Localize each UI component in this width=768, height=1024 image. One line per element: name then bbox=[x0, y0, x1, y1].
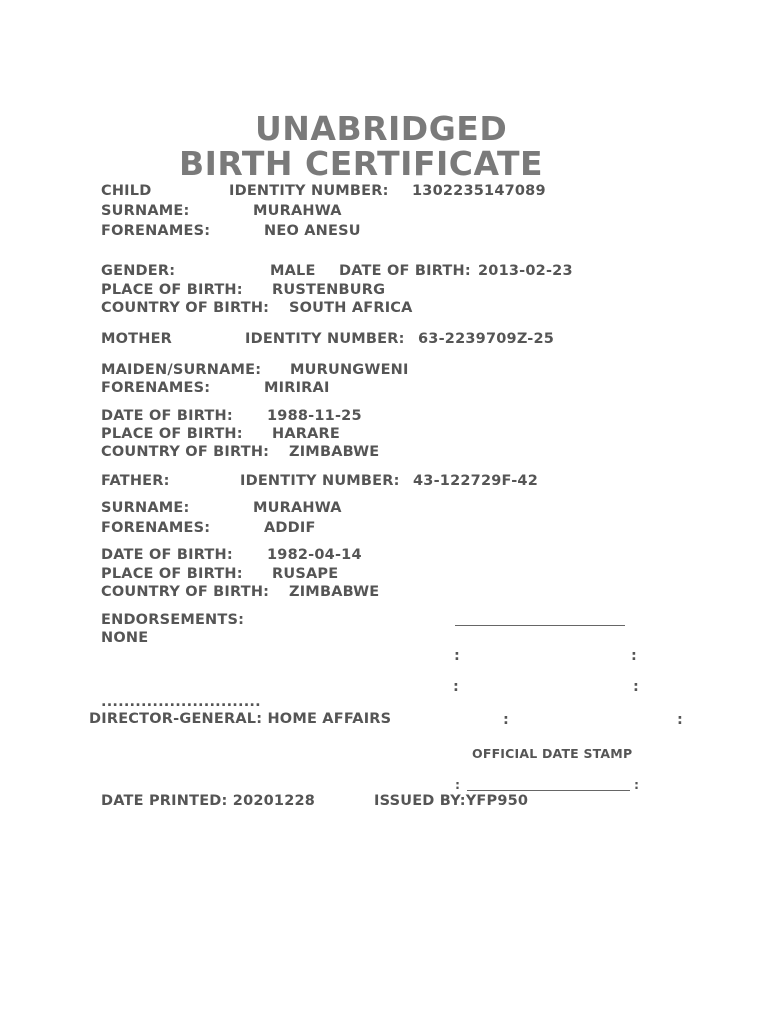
stamp-colon-right-3: : bbox=[677, 712, 683, 728]
father-id-label: IDENTITY NUMBER: bbox=[240, 473, 400, 489]
child-id-value: 1302235147089 bbox=[412, 183, 546, 199]
mother-forenames-label: FORENAMES: bbox=[101, 380, 211, 396]
father-heading: FATHER: bbox=[101, 473, 170, 489]
mother-pob-label: PLACE OF BIRTH: bbox=[101, 426, 243, 442]
father-forenames-label: FORENAMES: bbox=[101, 520, 211, 536]
stamp-colon-right-2: : bbox=[633, 679, 639, 695]
father-pob-value: RUSAPE bbox=[272, 566, 339, 582]
child-forenames-label: FORENAMES: bbox=[101, 223, 211, 239]
date-printed: DATE PRINTED: 20201228 bbox=[101, 793, 316, 809]
child-dob-label: DATE OF BIRTH: bbox=[339, 263, 471, 279]
mother-cob-label: COUNTRY OF BIRTH: bbox=[101, 444, 270, 460]
father-dob-value: 1982-04-14 bbox=[267, 547, 362, 563]
child-forenames-value: NEO ANESU bbox=[264, 223, 361, 239]
father-cob-label: COUNTRY OF BIRTH: bbox=[101, 584, 270, 600]
father-dob-label: DATE OF BIRTH: bbox=[101, 547, 233, 563]
signature-dots: ............................ bbox=[101, 694, 261, 710]
father-pob-label: PLACE OF BIRTH: bbox=[101, 566, 243, 582]
father-surname-label: SURNAME: bbox=[101, 500, 190, 516]
child-pob-value: RUSTENBURG bbox=[272, 282, 386, 298]
child-gender-label: GENDER: bbox=[101, 263, 176, 279]
father-surname-value: MURAHWA bbox=[253, 500, 342, 516]
child-cob-label: COUNTRY OF BIRTH: bbox=[101, 300, 270, 316]
child-pob-label: PLACE OF BIRTH: bbox=[101, 282, 243, 298]
director-general-label: DIRECTOR-GENERAL: HOME AFFAIRS bbox=[89, 711, 392, 727]
mother-dob-label: DATE OF BIRTH: bbox=[101, 408, 233, 424]
stamp-colon-left-3: : bbox=[503, 712, 509, 728]
mother-id-value: 63-2239709Z-25 bbox=[418, 331, 555, 347]
stamp-top-line bbox=[455, 625, 625, 626]
mother-id-label: IDENTITY NUMBER: bbox=[245, 331, 405, 347]
mother-surname-label: MAIDEN/SURNAME: bbox=[101, 362, 262, 378]
title-line-2: BIRTH CERTIFICATE bbox=[179, 144, 544, 183]
child-cob-value: SOUTH AFRICA bbox=[289, 300, 413, 316]
father-forenames-value: ADDIF bbox=[264, 520, 316, 536]
father-cob-value: ZIMBABWE bbox=[289, 584, 380, 600]
issued-by: ISSUED BY:YFP950 bbox=[374, 793, 529, 809]
child-id-label: IDENTITY NUMBER: bbox=[229, 183, 389, 199]
child-heading: CHILD bbox=[101, 183, 152, 199]
stamp-colon-left-2: : bbox=[453, 679, 459, 695]
child-dob-value: 2013-02-23 bbox=[478, 263, 573, 279]
stamp-colon-right-1: : bbox=[631, 648, 637, 664]
stamp-colon-left-1: : bbox=[454, 648, 460, 664]
mother-cob-value: ZIMBABWE bbox=[289, 444, 380, 460]
stamp-colon-right-4: : bbox=[634, 777, 640, 792]
child-surname-value: MURAHWA bbox=[253, 203, 342, 219]
title-line-1: UNABRIDGED bbox=[255, 109, 508, 148]
child-gender-value: MALE bbox=[270, 263, 316, 279]
endorsements-value: NONE bbox=[101, 630, 149, 646]
mother-heading: MOTHER bbox=[101, 331, 173, 347]
stamp-bottom-line bbox=[467, 790, 630, 791]
mother-pob-value: HARARE bbox=[272, 426, 341, 442]
child-surname-label: SURNAME: bbox=[101, 203, 190, 219]
official-date-stamp-label: OFFICIAL DATE STAMP bbox=[472, 746, 633, 761]
mother-surname-value: MURUNGWENI bbox=[290, 362, 409, 378]
stamp-colon-left-4: : bbox=[455, 777, 461, 792]
father-id-value: 43-122729F-42 bbox=[413, 473, 538, 489]
endorsements-label: ENDORSEMENTS: bbox=[101, 612, 245, 628]
mother-forenames-value: MIRIRAI bbox=[264, 380, 330, 396]
mother-dob-value: 1988-11-25 bbox=[267, 408, 362, 424]
